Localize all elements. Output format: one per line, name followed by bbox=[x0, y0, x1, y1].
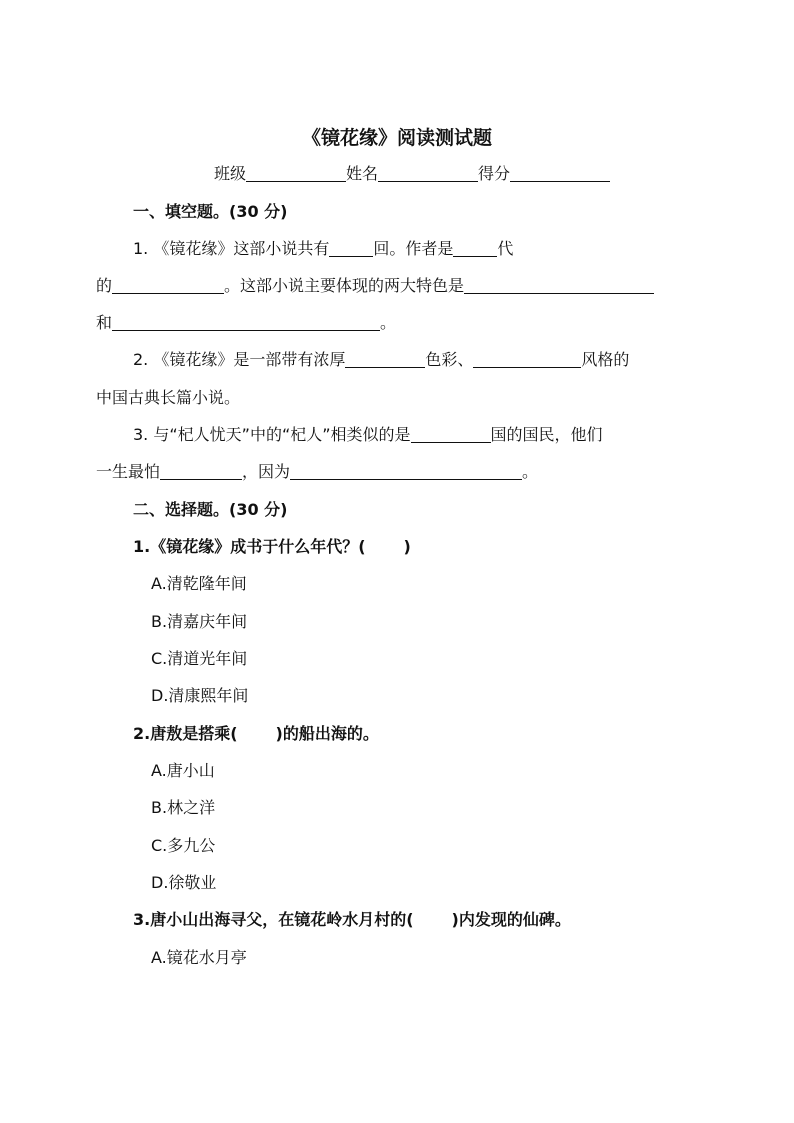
question-stem: 3.唐小山出海寻父，在镜花岭水月村的( bbox=[133, 910, 414, 929]
q1-text: 《镜花缘》这部小说共有 bbox=[153, 239, 330, 258]
score-label: 得分 bbox=[478, 164, 511, 183]
fill-question-3-line1 bbox=[133, 424, 700, 446]
q1-blank-chapters[interactable] bbox=[329, 238, 373, 257]
q3-text: 。 bbox=[522, 462, 539, 481]
score-blank[interactable] bbox=[510, 163, 610, 182]
fill-question-2-line1 bbox=[133, 349, 700, 371]
option-item[interactable]: D.徐敬业 bbox=[151, 873, 217, 892]
question-stem: 2.唐敖是搭乘( bbox=[133, 724, 238, 743]
fill-question-1-line1 bbox=[133, 238, 700, 260]
section2-heading: 二、选择题。(30 分) bbox=[133, 500, 288, 519]
q3-blank-reason[interactable] bbox=[290, 461, 522, 480]
fill-question-3-line2 bbox=[96, 461, 700, 483]
q3-text: ，因为 bbox=[242, 462, 291, 481]
q2-blank-color[interactable] bbox=[345, 349, 425, 368]
q3-blank-country[interactable] bbox=[411, 424, 491, 443]
choice-question-3 bbox=[133, 909, 700, 931]
name-blank[interactable] bbox=[378, 163, 478, 182]
option-item[interactable]: D.清康熙年间 bbox=[151, 686, 249, 705]
question-stem: ) bbox=[403, 537, 411, 556]
q3-number: 3. bbox=[133, 425, 149, 444]
question-stem: 1.《镜花缘》成书于什么年代？( bbox=[133, 537, 366, 556]
q3-text: 与“杞人忧天”中的“杞人”相类似的是 bbox=[153, 425, 411, 444]
q3-blank-fear[interactable] bbox=[160, 461, 242, 480]
page-title: 《镜花缘》阅读测试题 bbox=[301, 127, 492, 149]
q2-blank-style[interactable] bbox=[473, 349, 581, 368]
q2-text: 色彩、 bbox=[425, 350, 474, 369]
section1-heading: 一、填空题。(30 分) bbox=[133, 202, 288, 221]
q1-blank-author[interactable] bbox=[112, 275, 224, 294]
q1-blank-feature2[interactable] bbox=[112, 312, 380, 331]
class-blank[interactable] bbox=[246, 163, 346, 182]
class-label: 班级 bbox=[213, 164, 246, 183]
q1-blank-dynasty[interactable] bbox=[453, 238, 497, 257]
student-info-row bbox=[0, 163, 794, 185]
q1-text: 。这部小说主要体现的两大特色是 bbox=[224, 276, 465, 295]
fill-question-1-line2 bbox=[96, 275, 700, 297]
question-stem: )的船出海的。 bbox=[275, 724, 379, 743]
option-item[interactable]: C.清道光年间 bbox=[151, 649, 248, 668]
option-item[interactable]: B.清嘉庆年间 bbox=[151, 612, 248, 631]
q1-text: 和 bbox=[96, 313, 113, 332]
name-label: 姓名 bbox=[345, 164, 378, 183]
option-item[interactable]: B.林之洋 bbox=[151, 798, 216, 817]
q2-text: 风格的 bbox=[581, 350, 630, 369]
q1-text: 的 bbox=[96, 276, 113, 295]
option-item[interactable]: C.多九公 bbox=[151, 836, 216, 855]
q1-blank-feature1[interactable] bbox=[464, 275, 654, 294]
q2-number: 2. bbox=[133, 350, 149, 369]
q1-text: 代 bbox=[497, 239, 514, 258]
choice-question-2 bbox=[133, 723, 700, 745]
q3-text: 国的国民，他们 bbox=[490, 425, 603, 444]
option-item[interactable]: A.镜花水月亭 bbox=[151, 948, 247, 967]
question-stem: )内发现的仙碑。 bbox=[451, 910, 571, 929]
q1-number: 1. bbox=[133, 239, 149, 258]
q2-text: 《镜花缘》是一部带有浓厚 bbox=[153, 350, 346, 369]
fill-question-2-line2: 中国古典长篇小说。 bbox=[96, 388, 241, 407]
fill-question-1-line3 bbox=[96, 312, 700, 334]
q1-text: 。 bbox=[380, 313, 397, 332]
option-item[interactable]: A.清乾隆年间 bbox=[151, 574, 247, 593]
option-item[interactable]: A.唐小山 bbox=[151, 761, 215, 780]
choice-question-1 bbox=[133, 536, 700, 558]
q3-text: 一生最怕 bbox=[96, 462, 161, 481]
q1-text: 回。作者是 bbox=[373, 239, 454, 258]
